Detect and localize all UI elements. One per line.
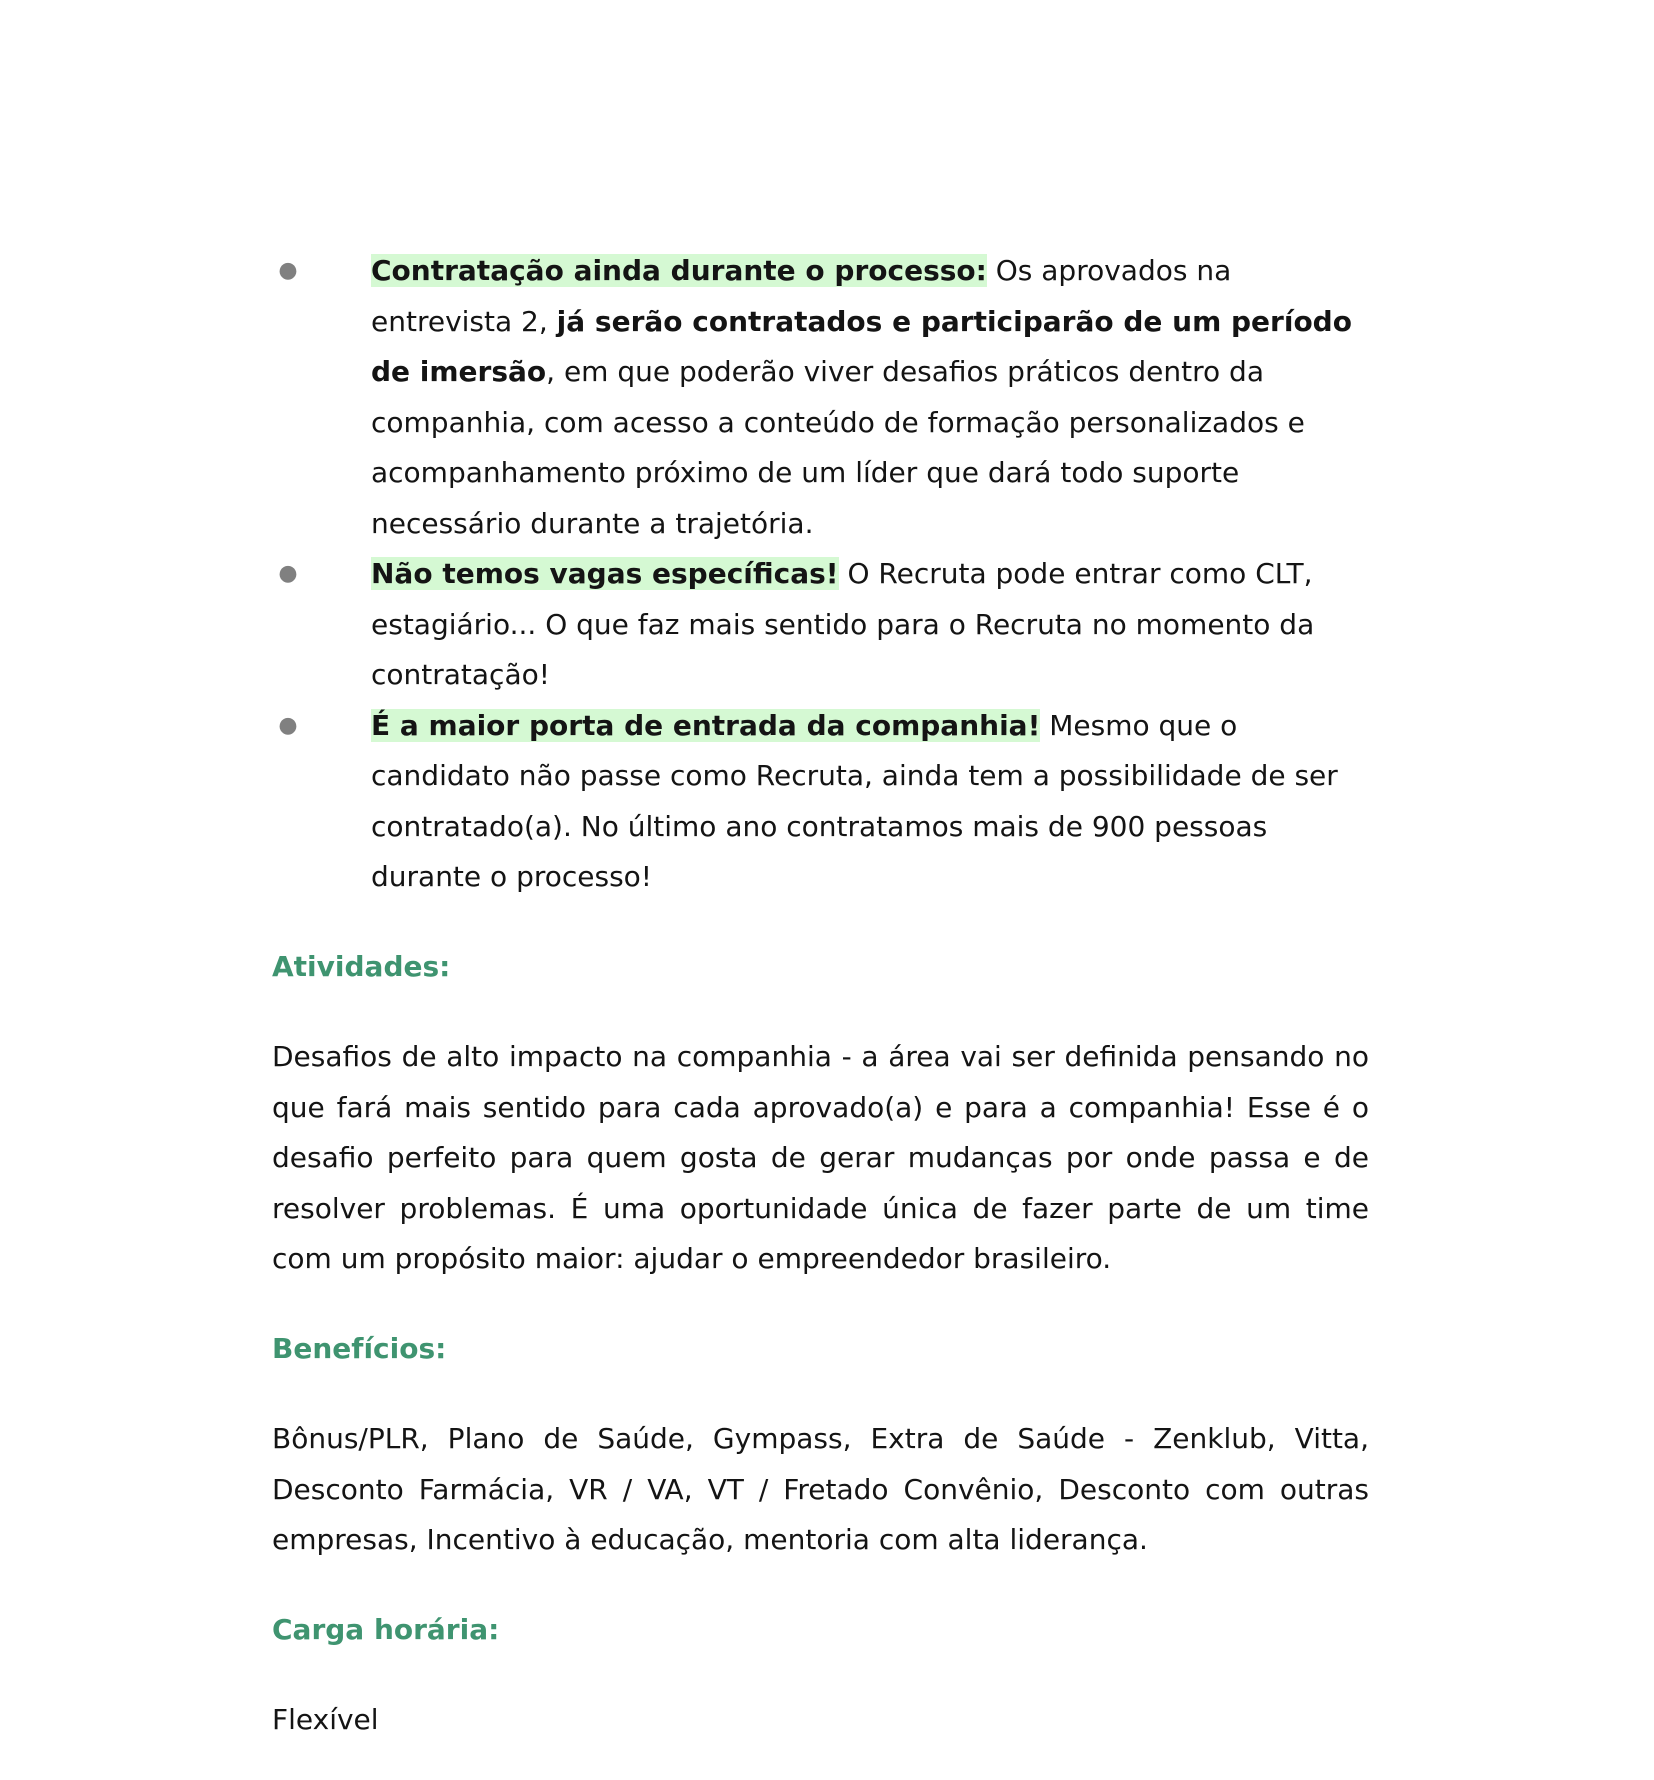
- section-body-atividades: Desafios de alto impacto na companhia - a área vai ser definida pensando no que fará mais sentido para cada aprovado(a) e para a companhia! Esse é o desafio perfeito para quem gosta de gerar mudanças por onde passa e de resolver problemas. É uma oportunidade única de fazer parte de um time com um propósito maior: ajudar o empreendedor brasileiro.: [272, 1040, 1369, 1275]
- bullet-icon: ●: [278, 561, 298, 586]
- list-item: [278, 701, 1369, 903]
- bullet-icon: ●: [278, 258, 298, 283]
- highlight-text: É a maior porta de entrada da companhia!: [371, 708, 1041, 742]
- highlight-text: Contratação ainda durante o processo:: [371, 254, 987, 287]
- item-text: , em que poderão viver desafios práticos dentro da companhia, com acesso a conteúdo de formação personalizados e acompanhamento próximo de um líder que dará todo suporte necessário durante a trajetória.: [371, 355, 1305, 540]
- document-content: [272, 246, 1369, 1746]
- section-title-carga-horaria: Carga horária:: [272, 1612, 500, 1646]
- item-bold-text: já serão contratados e participarão de um período de imersão: [371, 304, 1352, 388]
- section-body-beneficios: Bônus/PLR, Plano de Saúde, Gympass, Extra de Saúde - Zenklub, Vitta, Desconto Farmácia, VR / VA, VT / Fretado Convênio, Desconto com outras empresas, Incentivo à educação, mentoria com alta liderança.: [272, 1422, 1369, 1556]
- item-text: Os aprovados na entrevista 2,: [371, 254, 1232, 338]
- section-body-carga-horaria: Flexível: [272, 1703, 379, 1736]
- list-item: [278, 246, 1369, 549]
- item-text: Mesmo que o candidato não passe como Recruta, ainda tem a possibilidade de ser contratado(a). No último ano contratamos mais de 900 pessoas durante o processo!: [371, 708, 1338, 893]
- list-item: [278, 549, 1369, 701]
- section-title-atividades: Atividades:: [272, 949, 451, 983]
- item-text: O Recruta pode entrar como CLT, estagiário... O que faz mais sentido para o Recruta no momento da contratação!: [371, 557, 1315, 691]
- highlight-text: Não temos vagas específicas!: [371, 557, 839, 590]
- highlights-list: [272, 246, 1369, 903]
- section-title-beneficios: Benefícios:: [272, 1331, 447, 1365]
- bullet-icon: ●: [278, 712, 298, 738]
